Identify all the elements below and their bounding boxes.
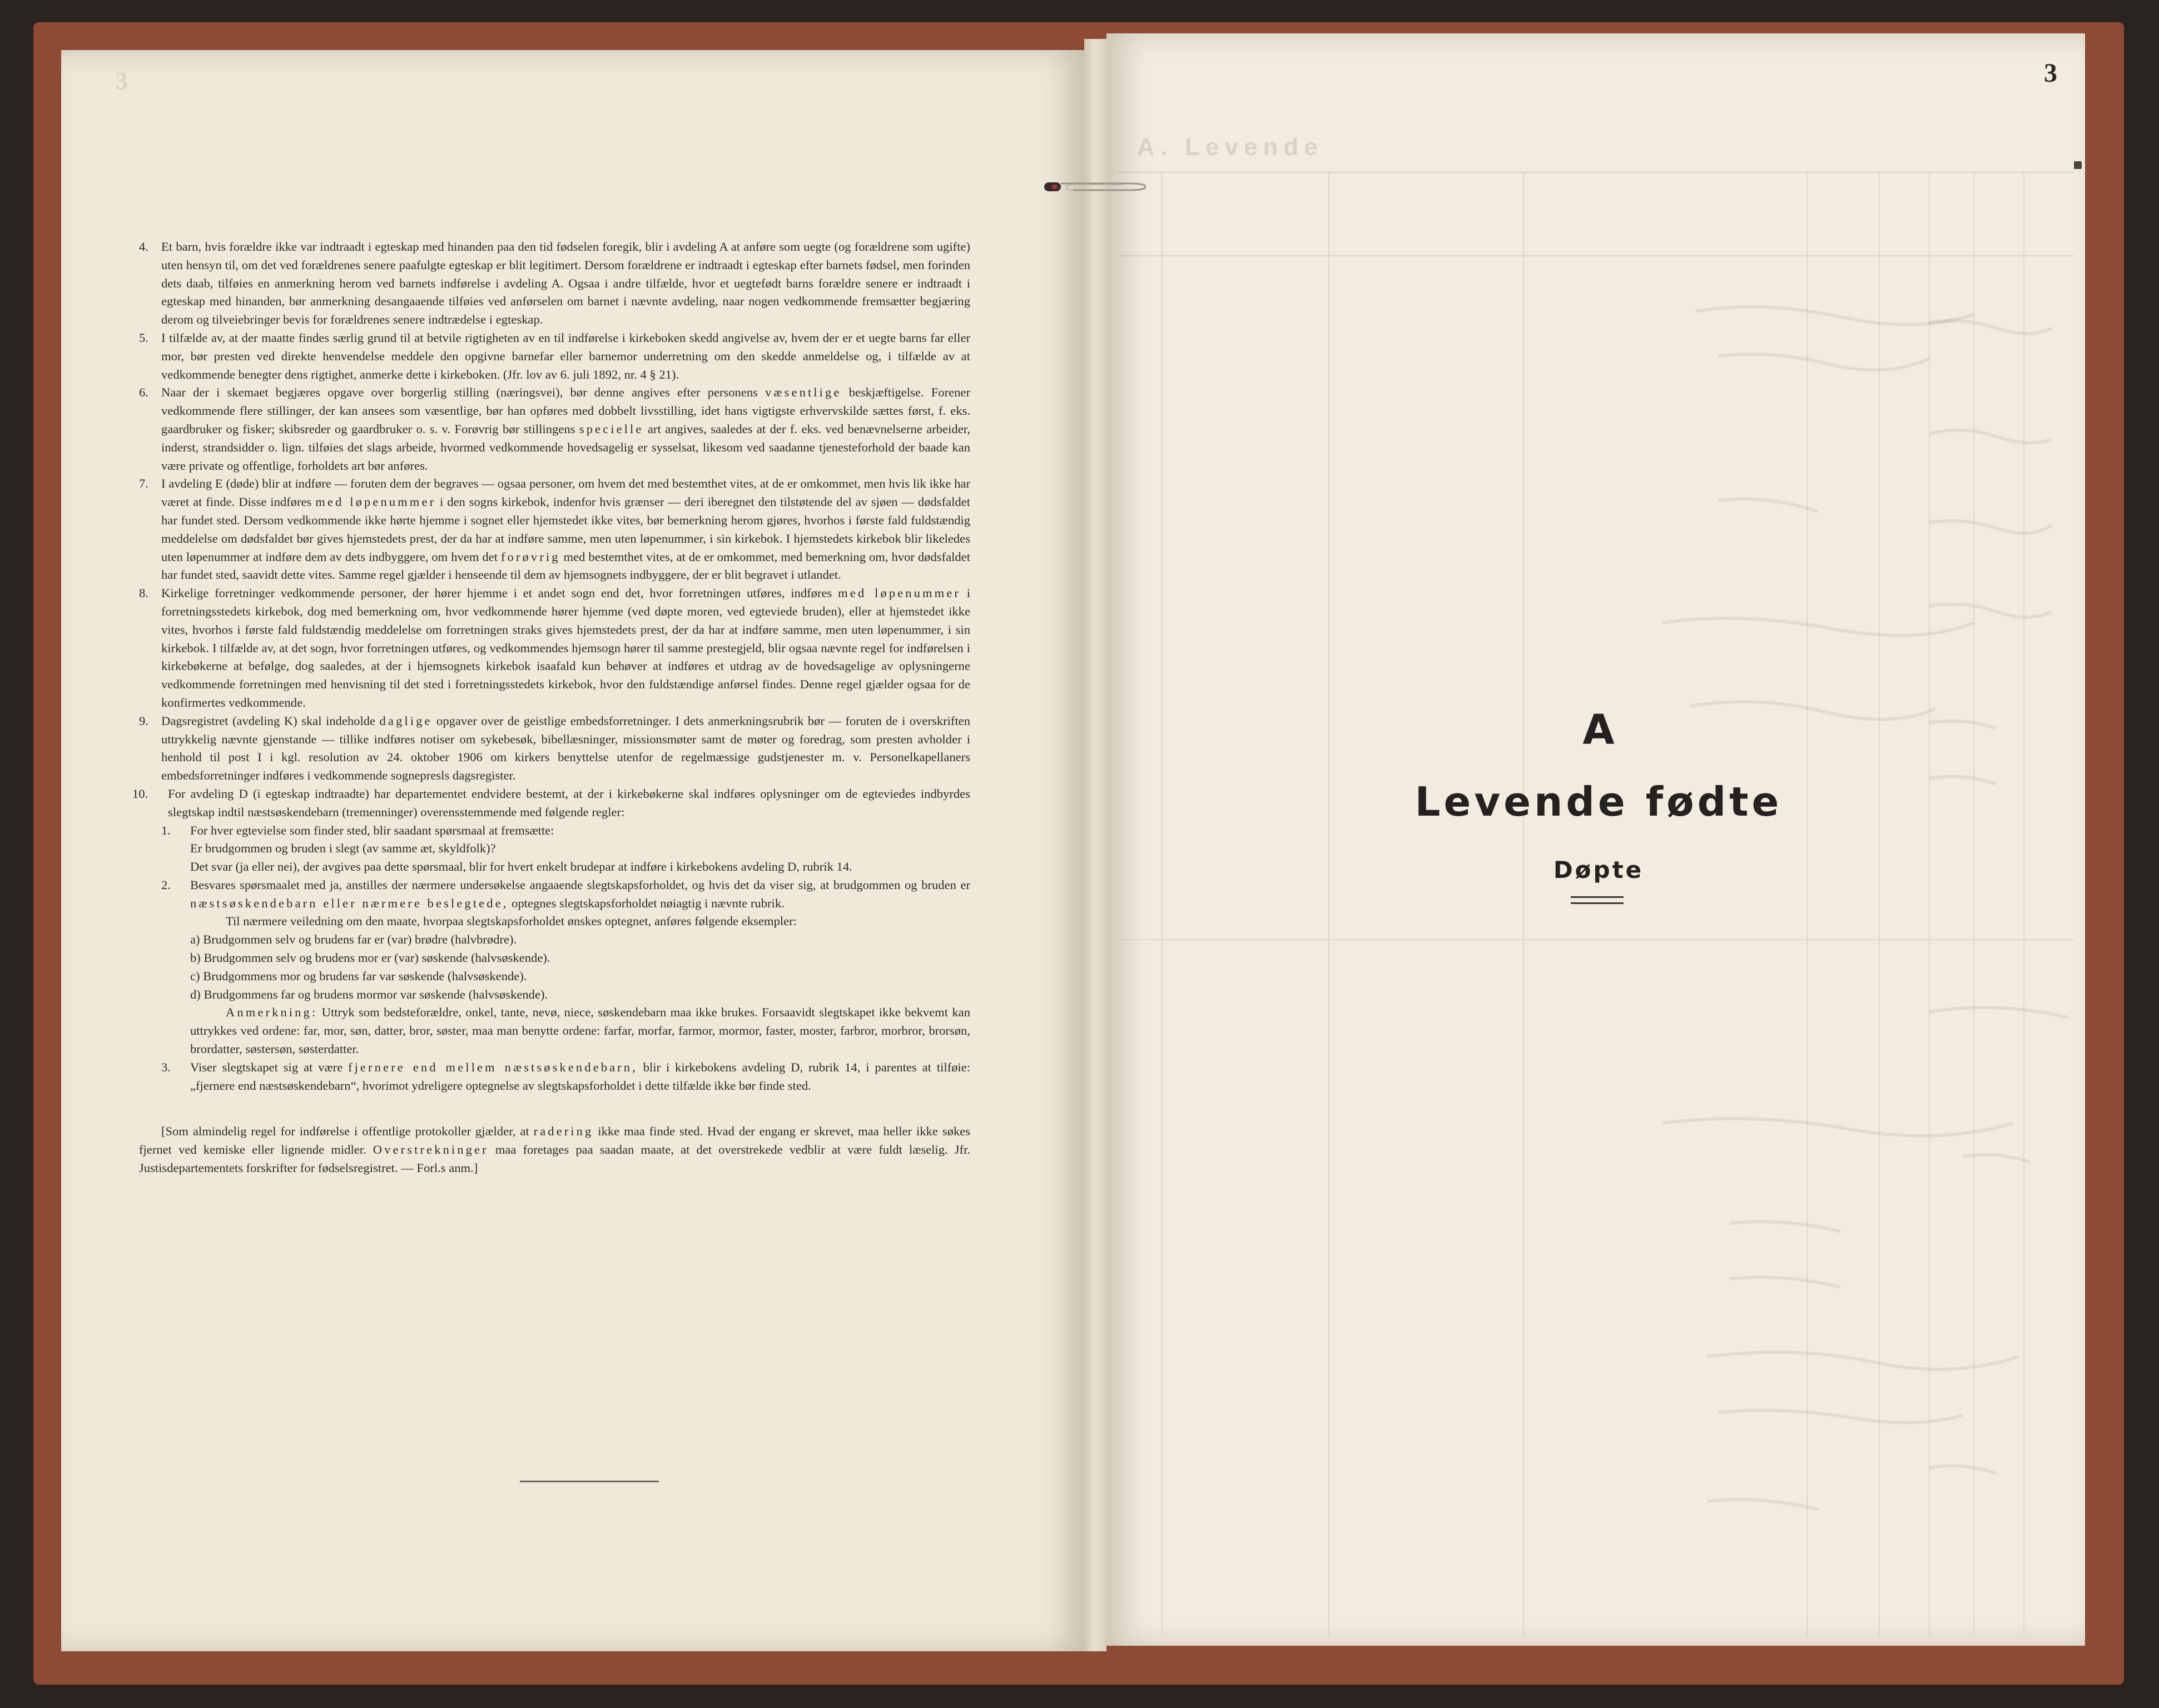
instruction-item-8: 8. Kirkelige forretninger vedkommende personer, der hører hjemme i et andet sogn end det, hvor forretningen utføres, indføres med løpenummer i forretningsstedets kirkebok, dog med bemerkning om, hvor vedkommende hører hjemme (ved døpte moren, ved egteviede bruden), eller at hjemstedet ikke vites, hvorhos i første fald fuldstændig meddelelse om forretningen straks gives hjemstedets prest, der da har at indføre samme, men uten løpenummer, i sin kirkebok. I tilfælde av, at det sogn, hvor forretningen utføres, og vedkommendes hjemsogn hører til samme prestegjeld, blir ogsaa nævnte regel for indførelsen i kirkebøkerne at befølge, dog saaledes, at der i hjemsognets kirkebok isaafald kun behøver at indføres et utdrag av de hovedsagelige av oplysningerne vedkommende forretningen med henvisning til det sted i forretningsstedets kirkebok, hvor den fuldstændige anførsel findes. Denne regel gjælder ogsaa for de konfirmertes vedkommende. — [139, 586, 970, 709]
sub-rule-1: 1. For hver egtevielse som finder sted, blir saadant spørsmaal at fremsætte: Er brudgommen og bruden i slegt (av samme æt, skyldfolk)? Det svar (ja eller nei), der avgives paa dette spørsmaal, blir for hvert enkelt brudepar at indføre i kirkebokens avdeling D, rubrik 14. — [161, 823, 852, 874]
instruction-item-5: 5. I tilfælde av, at der maatte findes særlig grund til at betvile rigtigheten av en til indførelse i kirkeboken skedd angivelse av, hvem der er et uegte barns far eller mor, bør presten ved direkte henvendelse meddele den opgivne barnefar eller barnemor underretning om den skedde anmeldelse og, i tilfælde av at vedkommende benegter dens rigtighet, anmerke dette i kirkeboken. (Jfr. lov av 6. juli 1892, nr. 4 § 21). — [139, 330, 970, 381]
end-rule — [520, 1481, 659, 1482]
paper-clip — [1040, 177, 1157, 197]
example-c: c) Brudgommens mor og brudens far var søskende (halvsøskende). — [190, 969, 527, 983]
section-title: Levende fødte — [1414, 778, 1783, 825]
section-letter: A — [1582, 706, 1615, 754]
instruction-item-6: 6. Naar der i skemaet begjæres opgave over borgerlig stilling (næringsvei), bør denne angives efter personens væsentlige beskjæftigelse. Forener vedkommende flere stillinger, der kan ansees som væsentlige, bør han opføres med dobbelt livsstilling, idet hans vigtigste erhvervskilde sættes først, f. eks. gaardbruker og fisker; skibsreder og gaardbruker o. s. v. Forøvrig bør stillingens specielle art angives, saaledes at der f. eks. ved benævnelserne arbeider, inderst, strandsidder o. lign. tilføies det slags arbeide, hvormed vedkommende hovedsagelig er sysselsat, likesom ved saadanne tjenesteforhold der baade kan være private og offentlige, forholdets art bør anføres. — [139, 385, 970, 473]
right-page — [1106, 33, 2085, 1646]
instruction-item-10: 10. For avdeling D (i egteskap indtraadte) har departementet endvidere bestemt, at der i kirkebøkerne skal indføres oplysninger om de egteviedes indbyrdes slegtskap indtil næstsøskendebarn (tremenninger) overensstemmende med følgende regler: 1. For hver egtevielse som finder sted, blir saadant spørsmaal at fremsætte: Er brudgommen og bruden i slegt (av samme æt, skyldfolk)? Det svar (ja eller nei), der avgives paa dette spørsmaal, blir for hvert enkelt brudepar at indføre i kirkebokens avdeling D, rubrik 14. 2. Besvares spørsmaalet med ja, anstilles der nærmere undersøkelse angaaende slegtskapsforholdet, og hvis det da viser sig, at brudgommen og bruden er næstsøskendebarn eller nærmere beslegtede, optegnes slegtskapsforholdet nøiagtig i nævnte rubrik. Til nærmere veiledning om den maate, hvorpaa slegtskapsforholdet ønskes optegnet, anføres følgende eksempler: a) Brudgommen selv og brudens far er (var) brødre (halvbrødre). b) Brudgommen selv og brudens mor er (var) søskende (halvsøskende). c) Brudgommens mor og brudens far var søskende (halvsøskende). d) Brudgommens far og brudens mormor var søskende (halvsøskende). Anmerkning: Uttryk som bedsteforældre, onkel, tante, nevø, niece, søskendebarn maa ikke brukes. Forsaavidt slegtskapet ikke bekvemt kan uttrykkes ved ordene: far, mor, søn, datter, bror, søster, maa man benytte ordene: farfar, morfar, farmor, mormor, faster, moster, farbror, morbror, brorsøn, brordatter, søstersøn, søsterdatter. 3. Viser slegtskapet sig at være fjernere end mellem næstsøskendebarn, blir i kirkebokens avdeling D, rubrik 14, i parentes at tilføie: „fjernere end næstsøskendebarn“, hvorimot ydreligere optegnelse av slegtskapsforholdet i dette tilfælde ikke bør finde sted. — [139, 785, 970, 1095]
page-number: 3 — [2044, 58, 2057, 88]
example-d: d) Brudgommens far og brudens mormor var søskende (halvsøskende). — [190, 987, 548, 1001]
sub-rule-3: 3. Viser slegtskapet sig at være fjernere end mellem næstsøskendebarn, blir i kirkebokens avdeling D, rubrik 14, i parentes at tilføie: „fjernere end næstsøskendebarn“, hvorimot ydreligere optegnelse av slegtskapsforholdet i dette tilfælde ikke bør finde sted. — [161, 1060, 971, 1093]
instruction-item-4: 4. Et barn, hvis forældre ikke var indtraadt i egteskap med hinanden paa den tid fødselen foregik, blir i avdeling A at anføre som uegte (og forældrene som ugifte) uten hensyn til, om det ved forældrenes senere paafulgte egteskap er blit legitimert. Dersom forældrene er indtraadt i egteskap efter barnets fødsel, men forinden dets daab, tilføies en anmerkning herom ved barnets indførelse i avdeling A. Ogsaa i andre tilfælde, hvor et uegtefødt barns forældre senere er indtraadt i egteskap med hinanden, bør anmerkning desangaaende tilføies ved anførselen om barnet i nævnte avdeling, naar nogen vedkommende fremsætter begjæring derom og tilveiebringer bevis for forældrenes senere indtrædelse i egteskap. — [139, 240, 970, 327]
double-rule — [1571, 896, 1624, 904]
page-marker — [2074, 161, 2082, 169]
section-subtitle: Døpte — [1553, 856, 1644, 883]
corner-mark: 3 — [116, 67, 128, 95]
instruction-item-9: 9. Dagsregistret (avdeling K) skal indeholde daglige opgaver over de geistlige embedsforretninger. I dets anmerkningsrubrik bør — foruten de i overskriften uttrykkelig nævnte gjenstande — tillike indføres notiser om sykebesøk, bibellæsninger, missionsmøter samt de møter og foredrag, som presten avholder i henhold til post I i kgl. resolution av 24. oktober 1906 om kirkers benyttelse utenfor de regelmæssige gudstjenester m. v. Personelkapellaners embedsforretninger indføres i vedkommende sognepresls dagsregister. — [139, 713, 970, 783]
instructions-text — [132, 238, 971, 1178]
sub-rule-2: 2. Besvares spørsmaalet med ja, anstilles der nærmere undersøkelse angaaende slegtskapsforholdet, og hvis det da viser sig, at brudgommen og bruden er næstsøskendebarn eller nærmere beslegtede, optegnes slegtskapsforholdet nøiagtig i nævnte rubrik. Til nærmere veiledning om den maate, hvorpaa slegtskapsforholdet ønskes optegnet, anføres følgende eksempler: a) Brudgommen selv og brudens far er (var) brødre (halvbrødre). b) Brudgommen selv og brudens mor er (var) søskende (halvsøskende). c) Brudgommens mor og brudens far var søskende (halvsøskende). d) Brudgommens far og brudens mormor var søskende (halvsøskende). Anmerkning: Uttryk som bedsteforældre, onkel, tante, nevø, niece, søskendebarn maa ikke brukes. Forsaavidt slegtskapet ikke bekvemt kan uttrykkes ved ordene: far, mor, søn, datter, bror, søster, maa man benytte ordene: farfar, morfar, farmor, mormor, faster, moster, farbror, morbror, brorsøn, brordatter, søstersøn, søsterdatter. — [161, 877, 970, 1056]
instruction-item-7: 7. I avdeling E (døde) blir at indføre — foruten dem der begraves — ogsaa personer, om hvem det med bestemthet vites, at de er omkommet, men hvis lik ikke har været at finde. Disse indføres med løpenummer i den sogns kirkebok, indenfor hvis grænser — deri iberegnet den tilstøtende del av sjøen — dødsfaldet har fundet sted. Dersom vedkommende ikke hørte hjemme i sognet eller hjemstedet ikke vites, bør bemerkning herom gjøres, hvorhos i første fald fuldstændig meddelelse om dødsfaldet bør gives hjemstedets prest, der da har at indføre samme, men uten løpenummer, i sin kirkebok. I hjemstedets kirkebok blir likeledes uten løpenummer at indføre dem av dets indbyggere, om hvem det forøvrig med bestemthet vites, at de er omkommet, med bemerkning om, hvor dødsfaldet har fundet sted, saavidt dette vites. Samme regel gjælder i henseende til dem av hjemsognets indbyggere, der er blit begravet i utlandet. — [139, 476, 971, 582]
publisher-note: [Som almindelig regel for indførelse i offentlige protokoller gjælder, at radering ikke maa finde sted. Hvad der engang er skrevet, maa heller ikke søkes fjernet ved kemiske eller lignende midler. Overstrekninger maa foretages paa saadan maate, at det overstrekede vedblir at være fuldt læselig. Jfr. Justisdepartementets forskrifter for fødselsregistret. — Forl.s anm.] — [139, 1124, 971, 1175]
bleed-through-handwriting — [1106, 33, 2085, 1646]
bleed-through-title: A. Levende — [1137, 133, 1323, 161]
example-a: a) Brudgommen selv og brudens far er (var) brødre (halvbrødre). — [190, 932, 517, 947]
example-b: b) Brudgommen selv og brudens mor er (var) søskende (halvsøskende). — [190, 951, 550, 965]
book-gutter — [1084, 39, 1106, 1651]
